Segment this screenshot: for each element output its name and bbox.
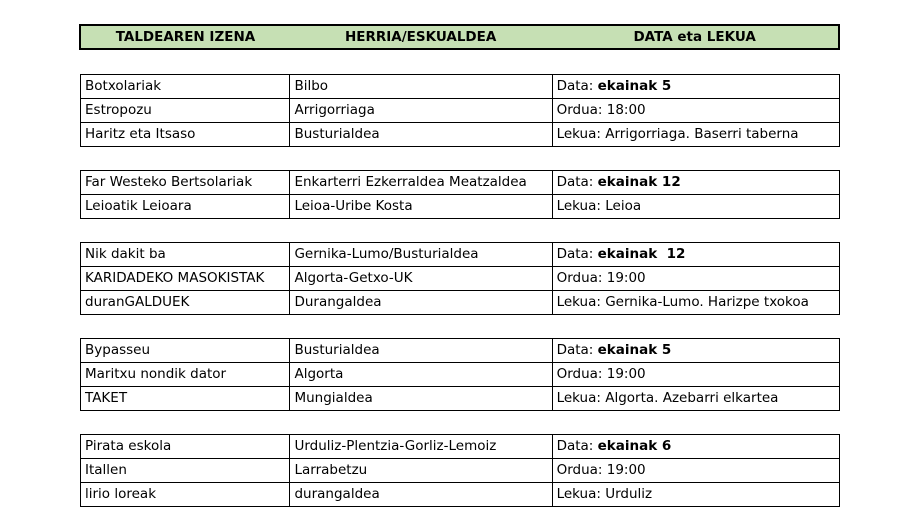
table-row	[81, 435, 840, 459]
table-row	[81, 75, 840, 99]
place-cell: durangaldea	[290, 483, 552, 507]
place-cell: Mungialdea	[290, 387, 552, 411]
group-name-cell: TAKET	[81, 387, 290, 411]
group-name-cell: Haritz eta Itsaso	[81, 123, 290, 147]
header-place: HERRIA/ESKUALDEA	[290, 25, 551, 49]
group-table	[80, 434, 840, 507]
info-cell: Lekua: Gernika-Lumo. Harizpe txokoa	[552, 291, 839, 315]
group-name-cell: Estropozu	[81, 99, 290, 123]
info-label: Data:	[556, 246, 594, 262]
group-name-cell: Itallen	[81, 459, 290, 483]
info-cell: Lekua: Algorta. Azebarri elkartea	[552, 387, 839, 411]
header-group-name: TALDEAREN IZENA	[80, 25, 290, 49]
group-name-cell: Nik dakit ba	[81, 243, 290, 267]
table-row	[81, 123, 840, 147]
table-row	[81, 339, 840, 363]
place-cell: Algorta-Getxo-UK	[290, 267, 552, 291]
group-name-cell: Leioatik Leioara	[81, 195, 290, 219]
info-cell: Lekua: Leioa	[552, 195, 839, 219]
info-cell: Lekua: Arrigorriaga. Baserri taberna	[552, 123, 839, 147]
table-row	[81, 171, 840, 195]
group-name-cell: Far Westeko Bertsolariak	[81, 171, 290, 195]
group-table	[80, 242, 840, 315]
group-name-cell: Botxolariak	[81, 75, 290, 99]
info-cell	[552, 243, 839, 267]
table-row	[81, 459, 840, 483]
group-name-cell: duranGALDUEK	[81, 291, 290, 315]
place-cell: Gernika-Lumo/Busturialdea	[290, 243, 552, 267]
table-row	[81, 195, 840, 219]
header-row	[79, 24, 840, 50]
table-row	[81, 483, 840, 507]
info-cell: Lekua: Urduliz	[552, 483, 839, 507]
info-cell	[552, 171, 839, 195]
group-table	[80, 170, 840, 219]
place-cell: Enkarterri Ezkerraldea Meatzaldea	[290, 171, 552, 195]
info-label: Data:	[556, 174, 594, 190]
info-cell: Ordua: 19:00	[552, 459, 839, 483]
group-name-cell: Bypasseu	[81, 339, 290, 363]
group-name-cell: Maritxu nondik dator	[81, 363, 290, 387]
place-cell: Bilbo	[290, 75, 552, 99]
place-cell: Algorta	[290, 363, 552, 387]
table-row	[81, 267, 840, 291]
table-row	[81, 387, 840, 411]
table-row	[81, 363, 840, 387]
info-cell: Ordua: 19:00	[552, 363, 839, 387]
group-name-cell: KARIDADEKO MASOKISTAK	[81, 267, 290, 291]
group-name-cell: lirio loreak	[81, 483, 290, 507]
info-value: ekainak 5	[597, 342, 672, 358]
info-label: Data:	[556, 342, 594, 358]
table-row	[81, 243, 840, 267]
table-row	[81, 99, 840, 123]
info-cell	[552, 435, 839, 459]
info-label: Data:	[556, 78, 594, 94]
place-cell: Urduliz-Plentzia-Gorliz-Lemoiz	[290, 435, 552, 459]
group-table	[80, 74, 840, 147]
group-name-cell: Pirata eskola	[81, 435, 290, 459]
place-cell: Durangaldea	[290, 291, 552, 315]
header-date-location: DATA eta LEKUA	[551, 25, 839, 49]
table-row	[81, 291, 840, 315]
info-cell: Ordua: 18:00	[552, 99, 839, 123]
info-value: ekainak 5	[597, 78, 672, 94]
info-label: Data:	[556, 438, 594, 454]
place-cell: Arrigorriaga	[290, 99, 552, 123]
place-cell: Busturialdea	[290, 339, 552, 363]
info-cell	[552, 75, 839, 99]
info-cell	[552, 339, 839, 363]
info-value: ekainak 12	[597, 246, 686, 262]
info-value: ekainak 6	[597, 438, 672, 454]
group-table	[80, 338, 840, 411]
info-value: ekainak 12	[597, 174, 681, 190]
info-cell: Ordua: 19:00	[552, 267, 839, 291]
place-cell: Larrabetzu	[290, 459, 552, 483]
place-cell: Busturialdea	[290, 123, 552, 147]
place-cell: Leioa-Uribe Kosta	[290, 195, 552, 219]
